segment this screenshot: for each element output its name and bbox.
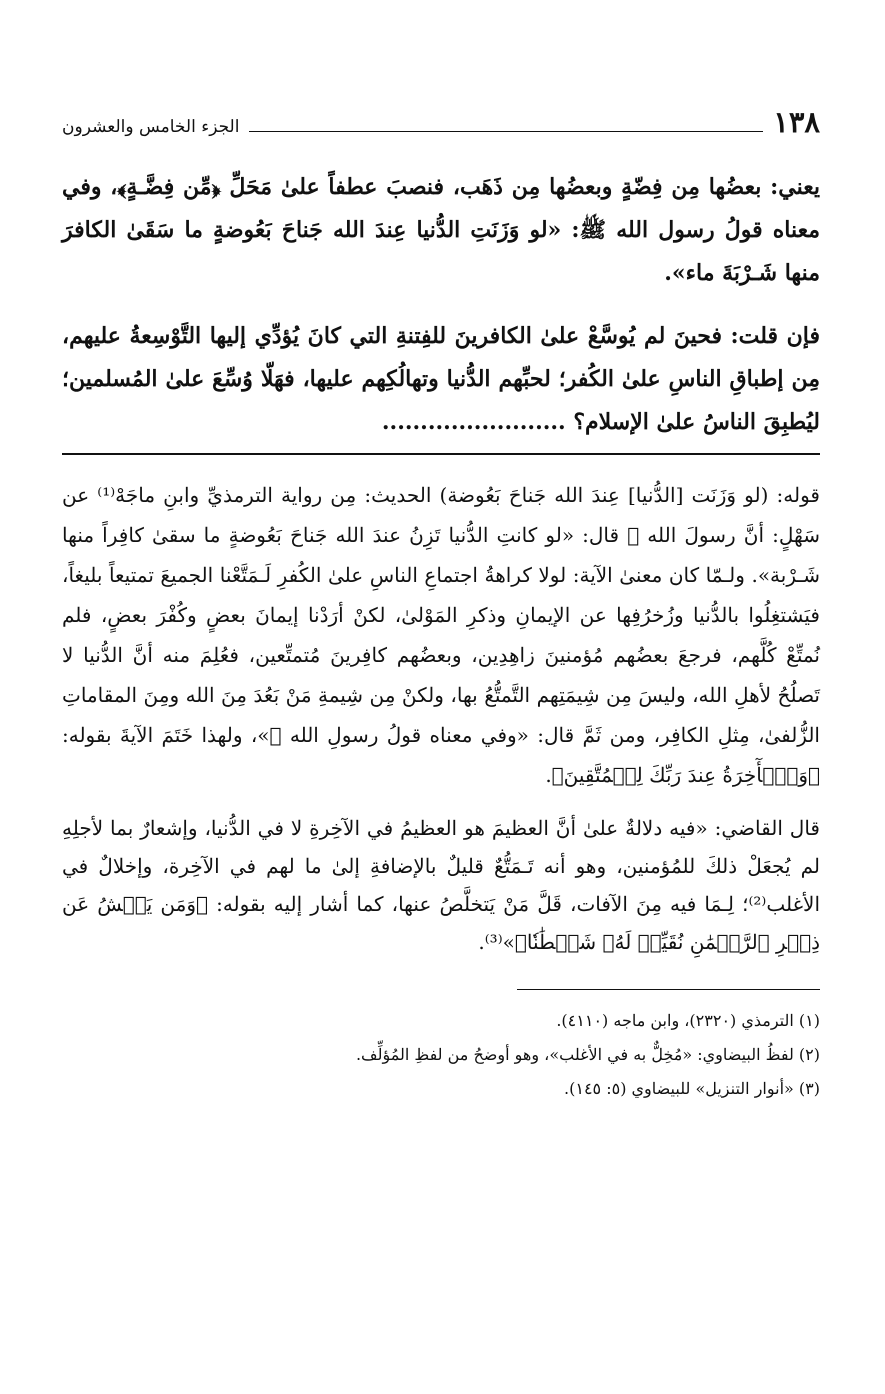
main-text-paragraph-2: فإن قلت: فحينَ لم يُوسَّعْ علىٰ الكافرينَ للفِتنةِ التي كانَ يُؤدِّي إليها التَّوْسِعةُ عليهم، مِن إطباقِ الناسِ علىٰ الكُفر؛ لحبِّهم الدُّنيا وتهالُكِهم عليها، فهَلّا وُسِّعَ علىٰ المُسلمين؛ ليُطبِقَ الناسُ علىٰ الإسلام؟ ........................ xyxy=(62,323,820,435)
footnote-3: (٣) «أنوار التنزيل» للبيضاوي (٥: ١٤٥). xyxy=(564,1079,820,1098)
header-rule xyxy=(249,119,763,132)
commentary-paragraph-1: قوله: (لو وَزَنَت [الدُّنيا] عِندَ الله جَناحَ بَعُوضة) الحديث: مِن رواية الترمذيِّ وابنِ ماجَهْ⁽¹⁾ عن سَهْلٍ: أنَّ رسولَ الله ﷺ قال: «لو كانتِ الدُّنيا تَزِنُ عندَ الله جَناحَ بَعُوضةٍ ما سقىٰ كافِراً منها شَـرْبة». ولـمّا كان معنىٰ الآية: لولا كراهةُ اجتماعِ الناسِ علىٰ الكُفرِ لَـمَتَّعْنا الجميعَ تمتيعاً بليغاً، فيَشتغِلُوا بالدُّنيا وزُخرُفِها عن الإيمانِ وذكرِ المَوْلىٰ، لكنْ أرَدْنا إيمانَ بعضٍ وكُفْرَ بعضٍ، فلم نُمتِّعْ كُلَّهم، فرجعَ بعضُهم مُؤمنينَ زاهِدِين، وبعضُهم كافِرينَ مُتمتِّعين، فعُلِمَ منه أنَّ الدُّنيا لا تَصلُحُ لأهلِ الله، وليسَ مِن شِيمَتِهم التَّمتُّعُ بها، ولكنْ مِن شِيمةِ مَنْ بَعُدَ مِنَ الله ومِنَ المقاماتِ الزُّلفىٰ، مِثلِ الكافِر، ومن ثَمَّ قال: «وفي معناه قولُ رسولِ الله ﷺ»، ولهذا خَتَمَ الآيةَ بقوله: ﴿وَٱلۡأٓخِرَةُ عِندَ رَبِّكَ لِلۡمُتَّقِينَ﴾. xyxy=(62,483,820,787)
main-text-paragraph-1: يعني: بعضُها مِن فِضّةٍ وبعضُها مِن ذَهَب، فنصبَ عطفاً علىٰ مَحَلِّ ﴿مِّن فِضَّـةٍ﴾، وفي معناه قولُ رسول الله ﷺ: «لو وَزَنَتِ الدُّنيا عِندَ الله جَناحَ بَعُوضةٍ ما سَقَىٰ الكافرَ منها شَـرْبَةَ ماء». xyxy=(62,174,820,286)
book-page xyxy=(62,105,820,1106)
footnote-separator xyxy=(517,989,820,990)
footnotes xyxy=(62,1004,820,1106)
footnote-2: (٢) لفظُ البيضاوي: «مُخِلٌّ به في الأغلب»، وهو أوضحُ من لفظِ المُؤلِّف. xyxy=(355,1045,820,1064)
commentary-paragraph-2: قال القاضي: «فيه دلالةٌ علىٰ أنَّ العظيمَ هو العظيمُ في الآخِرةِ لا في الدُّنيا، وإشعارٌ بما لأجلِهِ لم يُجعَلْ ذلكَ للمُؤمنين، وهو أنه تَـمَتُّعٌ قليلٌ بالإضافةِ إلىٰ ما لهم في الآخِرة، وإخلالٌ في الأغلب⁽²⁾؛ لِـمَا فيه مِنَ الآفات، قَلَّ مَنْ يَتخلَّصُ عنها، كما أشار إليه بقوله: ﴿وَمَن يَعۡشُ عَن ذِكۡرِ ٱلرَّحۡمَٰنِ نُقَيِّضۡ لَهُۥ شَيۡطَٰنٗا﴾»⁽³⁾. xyxy=(62,816,820,954)
footnote-1: (١) الترمذي (٢٣٢٠)، وابن ماجه (٤١١٠). xyxy=(556,1011,820,1030)
running-header xyxy=(62,105,820,152)
page-number: ١٣٨ xyxy=(773,105,820,139)
part-title: الجزء الخامس والعشرون xyxy=(62,117,240,137)
text-commentary-separator xyxy=(62,453,820,455)
